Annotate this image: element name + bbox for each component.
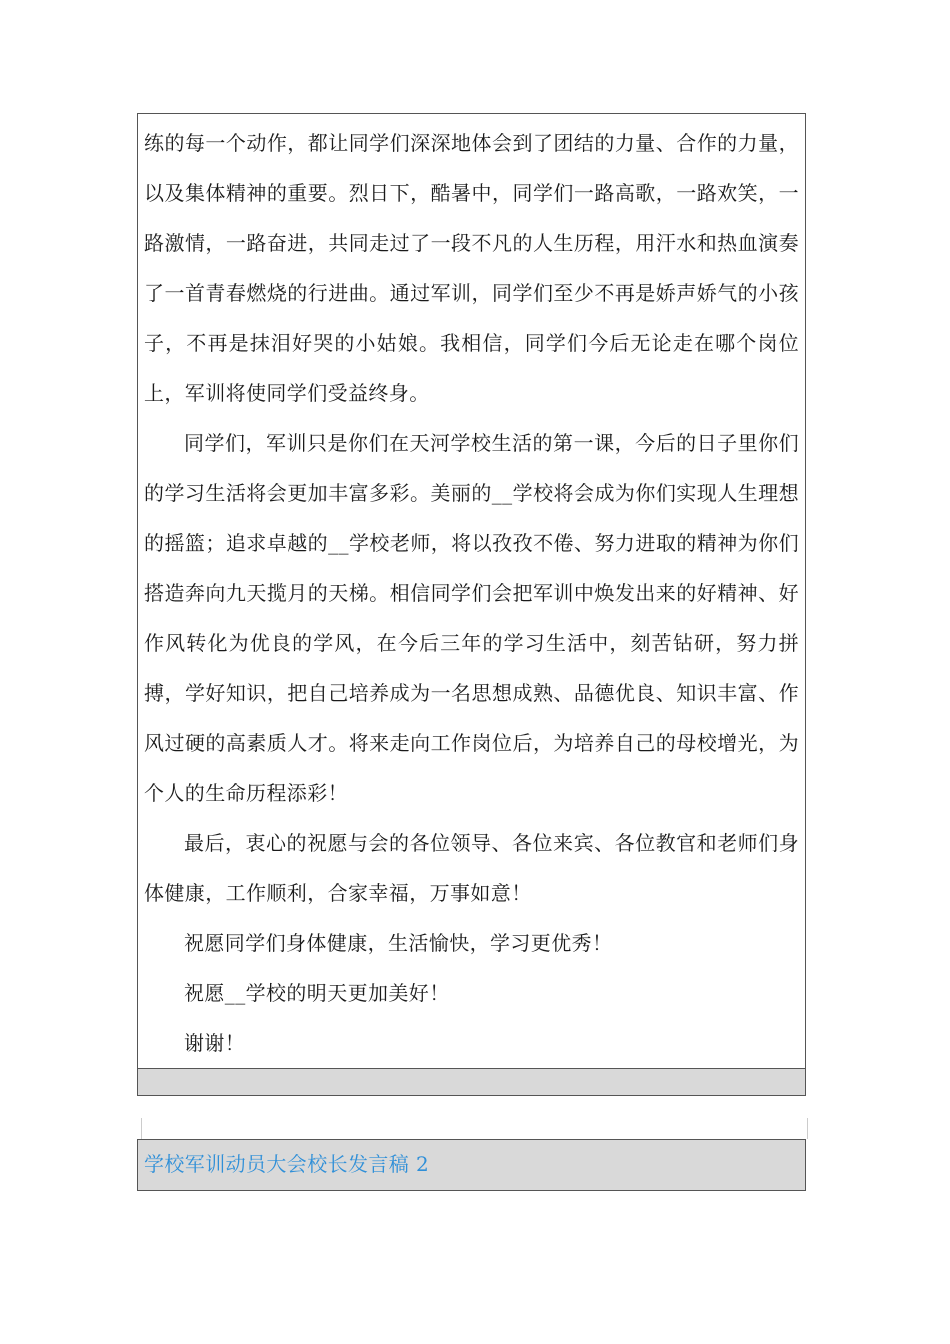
section-heading-link[interactable]: 学校军训动员大会校长发言稿 2 (144, 1152, 430, 1176)
paragraph-3: 最后，衷心的祝愿与会的各位领导、各位来宾、各位教官和老师们身体健康，工作顺利，合家幸福，万事如意！ (144, 831, 799, 905)
section-heading-box (137, 1139, 806, 1191)
divider-left (141, 1118, 142, 1139)
paragraph-1: 练的每一个动作，都让同学们深深地体会到了团结的力量、合作的力量，以及集体精神的重要。烈日下，酷暑中，同学们一路高歌，一路欢笑，一路激情，一路奋进，共同走过了一段不凡的人生历程，用汗水和热血演奏了一首青春燃烧的行进曲。通过军训，同学们至少不再是娇声娇气的小孩子，不再是抹泪好哭的小姑娘。我相信，同学们今后无论走在哪个岗位上，军训将使同学们受益终身。 (144, 131, 799, 405)
table-footer-bar (137, 1068, 806, 1096)
paragraph-6: 谢谢！ (184, 1031, 246, 1055)
divider-right (807, 1118, 808, 1139)
speech-content-box (137, 113, 806, 1068)
paragraph-4: 祝愿同学们身体健康，生活愉快，学习更优秀！ (184, 931, 613, 955)
paragraph-5: 祝愿__学校的明天更加美好！ (184, 981, 450, 1005)
paragraph-2: 同学们，军训只是你们在天河学校生活的第一课，今后的日子里你们的学习生活将会更加丰富多彩。美丽的__学校将会成为你们实现人生理想的摇篮；追求卓越的__学校老师，将以孜孜不倦、努力进取的精神为你们搭造奔向九天揽月的天梯。相信同学们会把军训中焕发出来的好精神、好作风转化为优良的学风，在今后三年的学习生活中，刻苦钻研，努力拼搏，学好知识，把自己培养成为一名思想成熟、品德优良、知识丰富、作风过硬的高素质人才。将来走向工作岗位后，为培养自己的母校增光，为个人的生命历程添彩！ (144, 431, 799, 805)
speech-text-area (144, 118, 799, 1068)
